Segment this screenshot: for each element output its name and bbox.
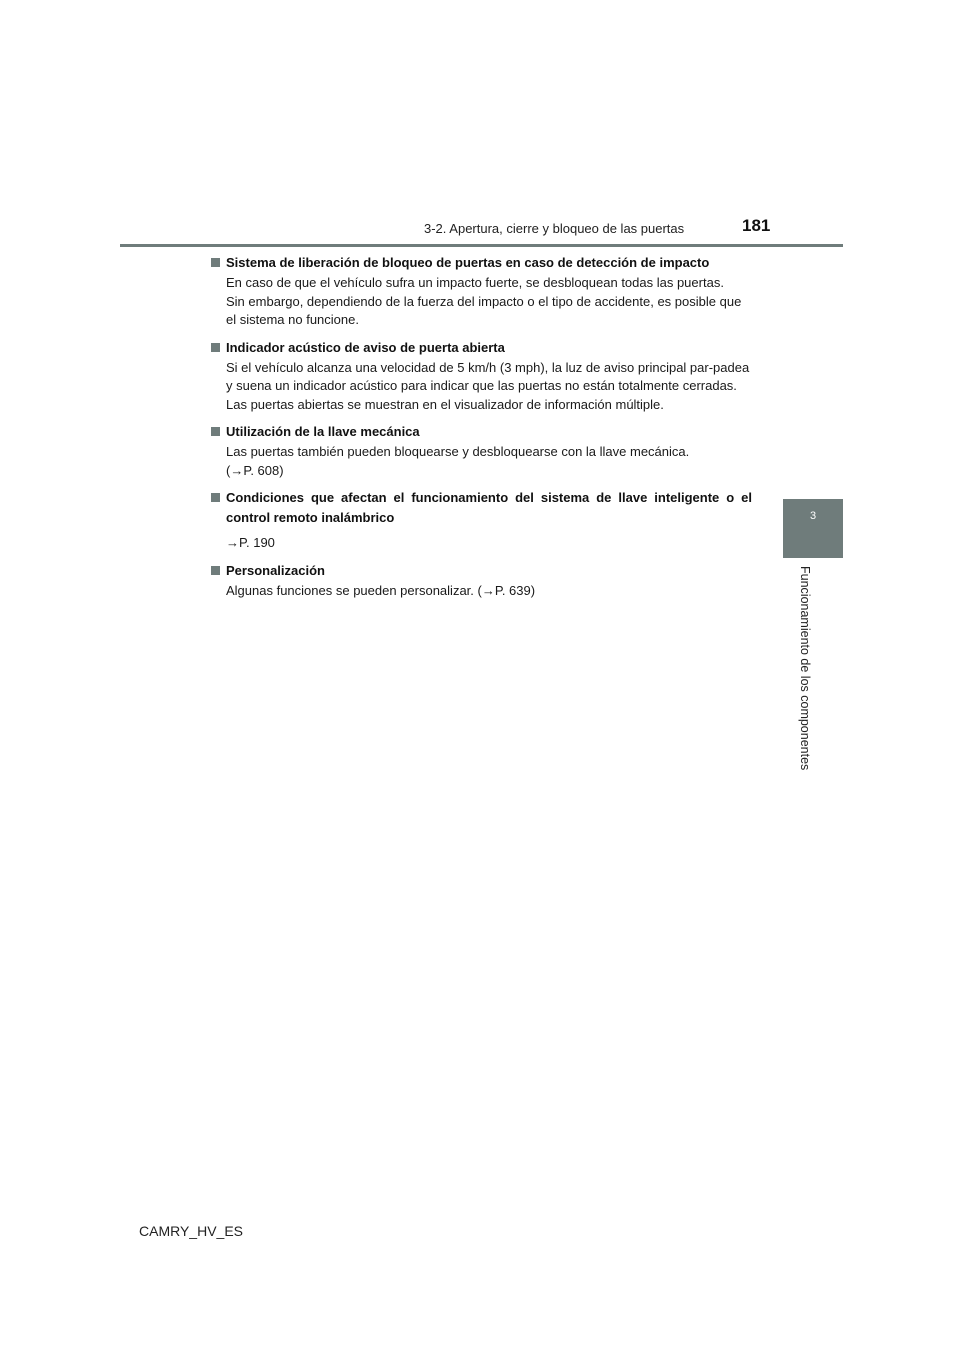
section-body: Algunas funciones se pueden personalizar. (→P. 639) (226, 582, 536, 598)
section-heading (210, 561, 752, 581)
section-mechanical-key (210, 422, 752, 480)
section-heading-text: Indicador acústico de aviso de puerta abierta (226, 339, 505, 355)
square-bullet-icon (211, 258, 220, 267)
chapter-tab-label: Funcionamiento de los componentes (798, 566, 812, 771)
section-door-buzzer (210, 338, 752, 415)
header-section-title: 3-2. Apertura, cierre y bloqueo de las puertas (424, 221, 685, 236)
square-bullet-icon (211, 566, 220, 575)
square-bullet-icon (211, 427, 220, 436)
section-customization (210, 561, 752, 601)
section-heading (210, 488, 752, 528)
section-body: En caso de que el vehículo sufra un impacto fuerte, se desbloquean todas las puertas. Sin embargo, dependiendo de la fuerza del impacto o el tipo de accidente, es posible que el sistema no funcione. (226, 275, 742, 327)
section-heading (210, 253, 752, 273)
chapter-tab-number: 3 (809, 510, 817, 522)
section-impact-unlock (210, 253, 752, 330)
section-smart-key-conditions (210, 488, 752, 553)
section-body: Las puertas también pueden bloquearse y desbloquearse con la llave mecánica. (→P. 608) (226, 444, 690, 478)
header-rule (120, 244, 843, 247)
chapter-tab (783, 499, 843, 558)
page-number: 181 (742, 216, 771, 235)
section-heading-text: Utilización de la llave mecánica (226, 424, 420, 439)
section-heading (210, 338, 752, 358)
section-body: Si el vehículo alcanza una velocidad de 5 km/h (3 mph), la luz de aviso principal par-padea y suena un indicador acústico para indicar que las puertas no están totalmente cerradas. Las puertas abiertas se muestran en el visualizador de información múltiple. (226, 359, 750, 412)
section-heading (210, 422, 752, 442)
page-reference: →P. 190 (226, 535, 275, 550)
section-heading-text: Sistema de liberación de bloqueo de puertas en caso de detección de impacto (226, 255, 710, 270)
footer-document-code: CAMRY_HV_ES (139, 1223, 244, 1239)
page-content (210, 253, 752, 608)
section-heading-text: Personalización (226, 562, 325, 578)
section-heading-text: Condiciones que afectan el funcionamiento del sistema de llave inteligente o el control remoto inalámbrico (226, 490, 752, 525)
square-bullet-icon (211, 493, 220, 502)
square-bullet-icon (211, 343, 220, 352)
